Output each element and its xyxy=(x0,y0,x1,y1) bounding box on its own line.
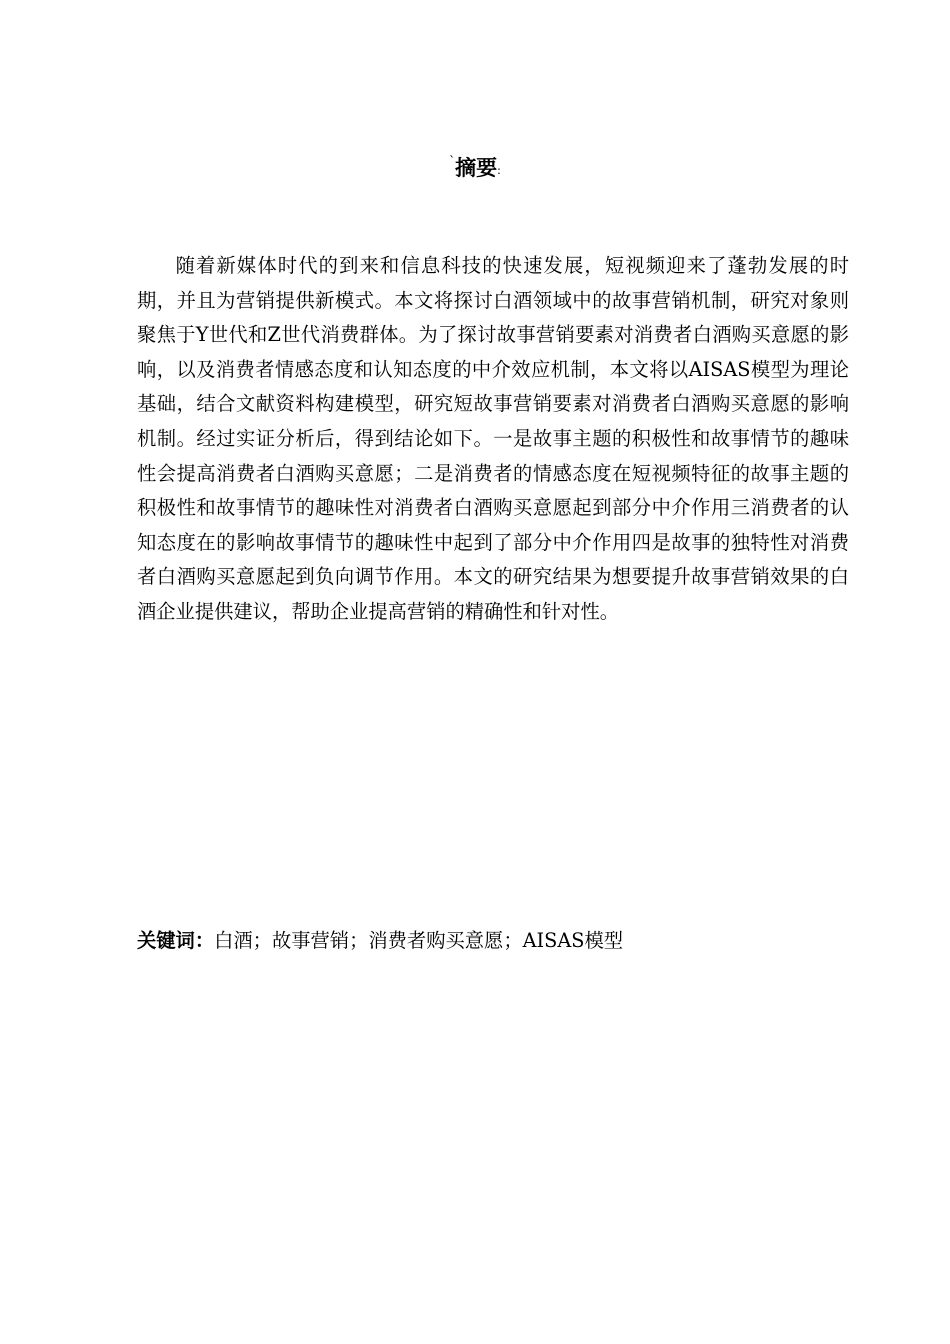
keywords-label: 关键词： xyxy=(137,929,215,952)
keywords-line xyxy=(137,924,849,958)
heading-mark: ` xyxy=(449,154,456,168)
abstract-heading xyxy=(0,152,950,182)
keywords-value: 白酒；故事营销；消费者购买意愿；AISAS模型 xyxy=(214,929,624,952)
page-title: 摘要 xyxy=(455,156,498,180)
abstract-body: 随着新媒体时代的到来和信息科技的快速发展，短视频迎来了蓬勃发展的时期，并且为营销提供新模式。本文将探讨白酒领域中的故事营销机制，研究对象则聚焦于Y世代和Z世代消费群体。为了探讨故事营销要素对消费者白酒购买意愿的影响，以及消费者情感态度和认知态度的中介效应机制，本文将以AISAS模型为理论基础，结合文献资料构建模型，研究短故事营销要素对消费者白酒购买意愿的影响机制。经过实证分析后，得到结论如下。一是故事主题的积极性和故事情节的趣味性会提高消费者白酒购买意愿；二是消费者的情感态度在短视频特征的故事主题的积极性和故事情节的趣味性对消费者白酒购买意愿起到部分中介作用三消费者的认知态度在的影响故事情节的趣味性中起到了部分中介作用四是故事的独特性对消费者白酒购买意愿起到负向调节作用。本文的研究结果为想要提升故事营销效果的白酒企业提供建议，帮助企业提高营销的精确性和针对性。 xyxy=(137,254,849,623)
heading-colon: : xyxy=(497,164,501,177)
